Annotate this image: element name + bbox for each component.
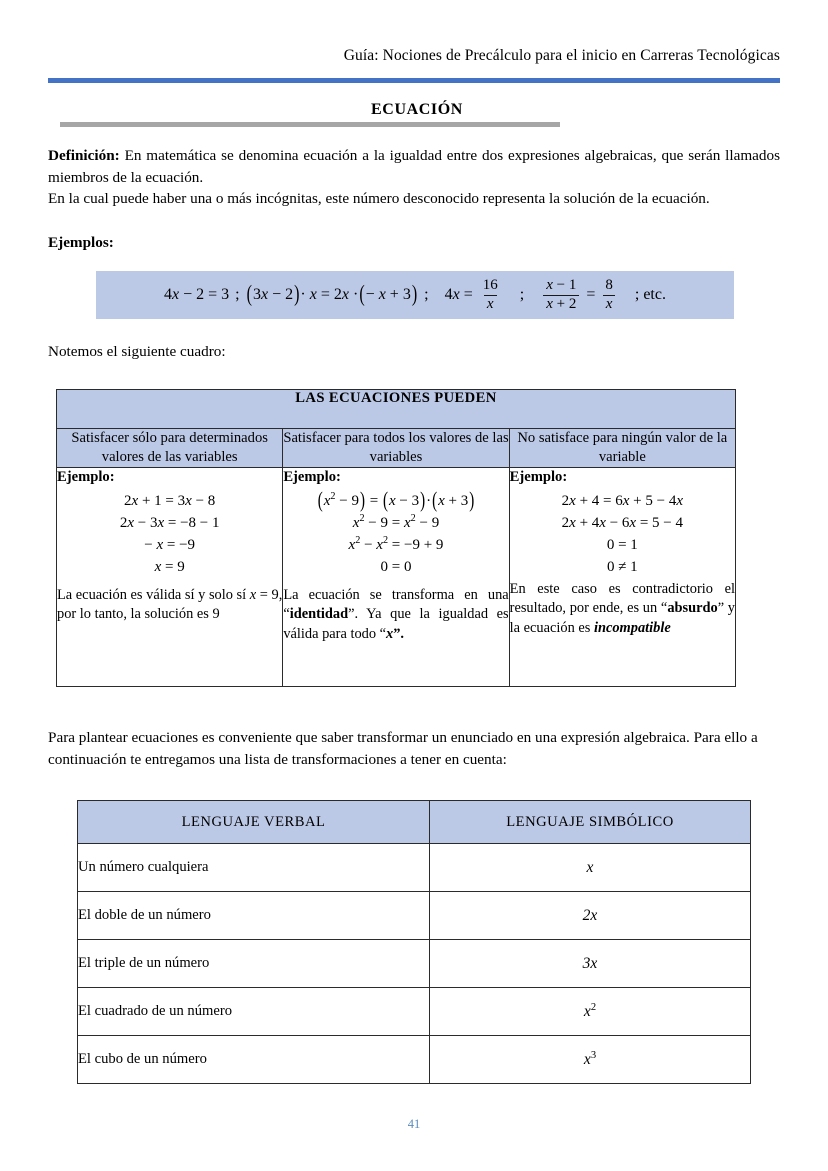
table-row xyxy=(78,892,751,940)
math-line: 0 = 1 xyxy=(606,536,638,553)
prose-bold-2: identidad xyxy=(289,606,349,622)
math-line: − x = −9 xyxy=(144,536,196,553)
definition-block xyxy=(48,145,780,210)
math-line: 2x + 4 = 6x + 5 − 4x xyxy=(561,492,683,509)
example-label-1: Ejemplo: xyxy=(57,469,115,485)
language-row-symbolic xyxy=(430,988,751,1036)
equation-3: 4x = $\frac{16}{x}$ xyxy=(445,278,504,313)
notemos-line: Notemos el siguiente cuadro: xyxy=(48,343,226,360)
example-label-2: Ejemplo: xyxy=(283,469,341,485)
prose-mid-2: ”. Ya que la igualdad es válida para todo “ xyxy=(283,606,509,642)
header-rule xyxy=(48,78,780,83)
language-table-header-symbolic: LENGUAJE SIMBÓLICO xyxy=(430,801,751,844)
equation-separator-1: ; xyxy=(235,286,240,303)
equation-2: (3x − 2)· x = 2x ·(− x + 3) xyxy=(246,281,418,307)
prose-mid-3: ” y la ecuación es xyxy=(509,600,736,636)
language-table xyxy=(77,800,751,1084)
language-row-verbal: Un número cualquiera xyxy=(78,844,430,892)
examples-equation-strip xyxy=(96,271,734,319)
definition-text-1: En matemática se denomina ecuación a la igualdad entre dos expresiones algebraicas, que serán llamados miembros de la ecuación. xyxy=(48,147,780,186)
table-row-title xyxy=(57,390,736,429)
math-line: $x^2 - x^2 = -9 + 9$ xyxy=(348,534,444,553)
math-block-2 xyxy=(283,490,508,578)
math-line: x = 9 xyxy=(154,558,185,575)
symbolic-base: x xyxy=(586,858,594,876)
equation-etc: ; etc. xyxy=(634,286,666,303)
prose-pre-3: En este caso es contradictorio el resultado, por ende, es un “ xyxy=(509,580,735,616)
definition-label: Definición: xyxy=(48,147,120,164)
math-line: 2x + 1 = 3x − 8 xyxy=(124,492,216,509)
prose-var-2: x xyxy=(386,625,394,642)
language-row-verbal: El doble de un número xyxy=(78,892,430,940)
equations-table-cell-3 xyxy=(509,468,735,687)
math-line: $(x^2 - 9) = (x - 3)\cdot(x + 3)$ xyxy=(317,488,475,513)
example-label-3: Ejemplo: xyxy=(509,469,568,485)
definition-text-2: En la cual puede haber una o más incógnitas, este número desconocido representa la solución de la ecuación. xyxy=(48,190,710,207)
examples-label: Ejemplos: xyxy=(48,234,114,251)
prose-math-1: x xyxy=(249,586,257,603)
symbolic-base: x xyxy=(583,1002,591,1020)
equation-1: 4x − 2 = 3 xyxy=(164,286,230,303)
example-prose-3 xyxy=(510,580,735,639)
language-row-verbal: El cubo de un número xyxy=(78,1036,430,1084)
prose-pre-1: La ecuación es válida sí y solo sí xyxy=(57,586,250,603)
equations-table-header-3: No satisface para ningún valor de la variable xyxy=(509,429,735,468)
symbolic-base: x xyxy=(583,1050,591,1068)
example-prose-1: La ecuación es válida sí y solo sí x = 9, por lo tanto, la solución es 9 xyxy=(57,586,283,622)
equations-table-cell-1 xyxy=(57,468,283,687)
prose-post-2: ”. xyxy=(393,625,405,642)
table-row-headers xyxy=(78,801,751,844)
equation-row xyxy=(164,278,666,313)
language-row-symbolic xyxy=(430,940,751,988)
fraction-x-minus-1-over-x-plus-2: $\frac{x - 1}{x + 2}$ xyxy=(543,278,579,313)
language-table-header-verbal: LENGUAJE VERBAL xyxy=(78,801,430,844)
example-prose-2 xyxy=(283,586,508,645)
language-row-symbolic xyxy=(430,892,751,940)
equations-table-title: LAS ECUACIONES PUEDEN xyxy=(57,390,736,429)
prose-bolditalic-3: incompatible xyxy=(593,619,671,636)
running-header: Guía: Nociones de Precálculo para el inicio en Carreras Tecnológicas xyxy=(343,47,780,64)
math-line: 2x − 3x = −8 − 1 xyxy=(119,514,220,531)
table-row xyxy=(78,988,751,1036)
table-row-headers xyxy=(57,429,736,468)
table-row xyxy=(78,940,751,988)
page-title-text: ECUACIÓN xyxy=(371,101,463,118)
prose-bold-3: absurdo xyxy=(667,600,718,616)
symbolic-base: 3x xyxy=(582,954,598,972)
equation-separator-3: ; xyxy=(519,286,525,303)
language-row-symbolic xyxy=(430,1036,751,1084)
language-row-verbal: El triple de un número xyxy=(78,940,430,988)
fraction-8-over-x: $\frac{8}{x}$ xyxy=(602,278,616,313)
equation-4: $\frac{x - 1}{x + 2}$ = $\frac{8}{x}$ xyxy=(540,278,619,313)
math-line: $x^2 - 9 = x^2 - 9$ xyxy=(352,512,440,531)
table-row-body xyxy=(57,468,736,687)
table-row xyxy=(78,844,751,892)
title-underline-rule xyxy=(60,122,560,127)
math-block-3 xyxy=(510,490,735,578)
language-row-symbolic xyxy=(430,844,751,892)
equations-table-header-2: Satisfacer para todos los valores de las variables xyxy=(283,429,509,468)
prose-post-1: , por lo tanto, la solución es 9 xyxy=(57,586,283,622)
symbolic-exponent: 2 xyxy=(590,1001,597,1013)
math-line: 0 ≠ 1 xyxy=(606,558,638,575)
equations-table xyxy=(56,389,736,687)
language-row-verbal: El cuadrado de un número xyxy=(78,988,430,1036)
equations-table-cell-2 xyxy=(283,468,509,687)
transition-paragraph: Para plantear ecuaciones es conveniente que saber transformar un enunciado en una expresión algebraica. Para ello a continuación te entregamos una lista de transformaciones a tener en cuenta: xyxy=(48,729,758,768)
symbolic-exponent: 3 xyxy=(590,1049,597,1061)
math-line: 0 = 0 xyxy=(380,558,412,575)
symbolic-base: 2x xyxy=(582,906,598,924)
prose-pre-2: La ecuación se transforma en una “ xyxy=(283,586,509,622)
page-title xyxy=(48,101,780,119)
math-block-1 xyxy=(57,490,282,578)
table-row xyxy=(78,1036,751,1084)
page-number: 41 xyxy=(407,1117,421,1131)
fraction-16-over-x: $\frac{16}{x}$ xyxy=(482,276,498,312)
equation-separator-2: ; xyxy=(424,286,429,303)
math-line: 2x + 4x − 6x = 5 − 4 xyxy=(561,514,684,531)
equations-table-header-1: Satisfacer sólo para determinados valores de las variables xyxy=(57,429,283,468)
